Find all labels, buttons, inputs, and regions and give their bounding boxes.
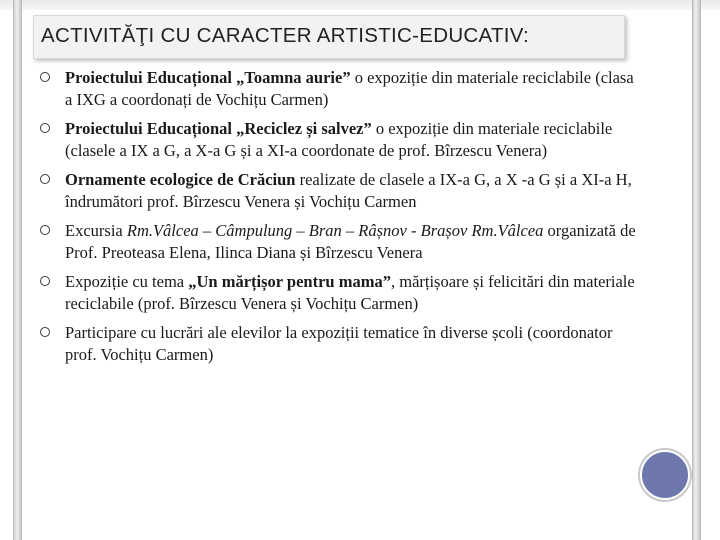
item-text: Participare cu lucrări ale elevilor la expoziții tematice în diverse școli (coordonator prof. Vochițu Carmen) [65,323,613,364]
item-lead: Excursia [65,221,127,240]
slide-title: ACTIVITĂŢI CU CARACTER ARTISTIC-EDUCATIV: [41,24,530,47]
bullet-circle-icon [40,276,50,286]
list-item [37,271,637,314]
bullet-list [37,67,637,373]
item-text: organizată de Prof. Preoteasa Elena, Ilinca Diana și Bîrzescu Venera [65,221,636,262]
bullet-circle-icon [40,225,50,235]
item-text: realizate de clasele a IX-a G, a X -a G și a XI-a H, îndrumători prof. Bîrzescu Venera și Vochițu Carmen [65,170,632,211]
slide-frame-top [0,0,720,10]
bullet-circle-icon [40,72,50,82]
right-decorative-rule [692,0,701,540]
bullet-circle-icon [40,174,50,184]
list-item [37,220,637,263]
decorative-circle [640,450,690,500]
item-lead: Expoziție cu tema [65,272,189,291]
item-lead-bold: Proiectului Educațional „Toamna aurie” [65,68,351,87]
list-item [37,322,637,365]
item-text: o expoziție din materiale reciclabile (clasele a IX a G, a X-a G și a XI-a coordonate de prof. Bîrzescu Venera) [65,119,613,160]
item-text: , mărțișoare și felicitări din materiale reciclabile (prof. Bîrzescu Venera și Vochițu Carmen) [65,272,635,313]
item-lead-bold: Proiectului Educațional „Reciclez și salvez” [65,119,372,138]
list-item [37,67,637,110]
item-text: o expoziție din materiale reciclabile (clasa a IXG a coordonați de Vochițu Carmen) [65,68,634,109]
list-item [37,118,637,161]
bullet-circle-icon [40,123,50,133]
left-decorative-rule [13,0,22,540]
item-italic-route: Rm.Vâlcea – Câmpulung – Bran – Râșnov - Brașov Rm.Vâlcea [126,221,544,240]
bullet-circle-icon [40,327,50,337]
item-lead-bold: Ornamente ecologice de Crăciun [65,170,296,189]
item-mid-bold: „Un mărțișor pentru mama” [188,272,391,291]
list-item [37,169,637,212]
